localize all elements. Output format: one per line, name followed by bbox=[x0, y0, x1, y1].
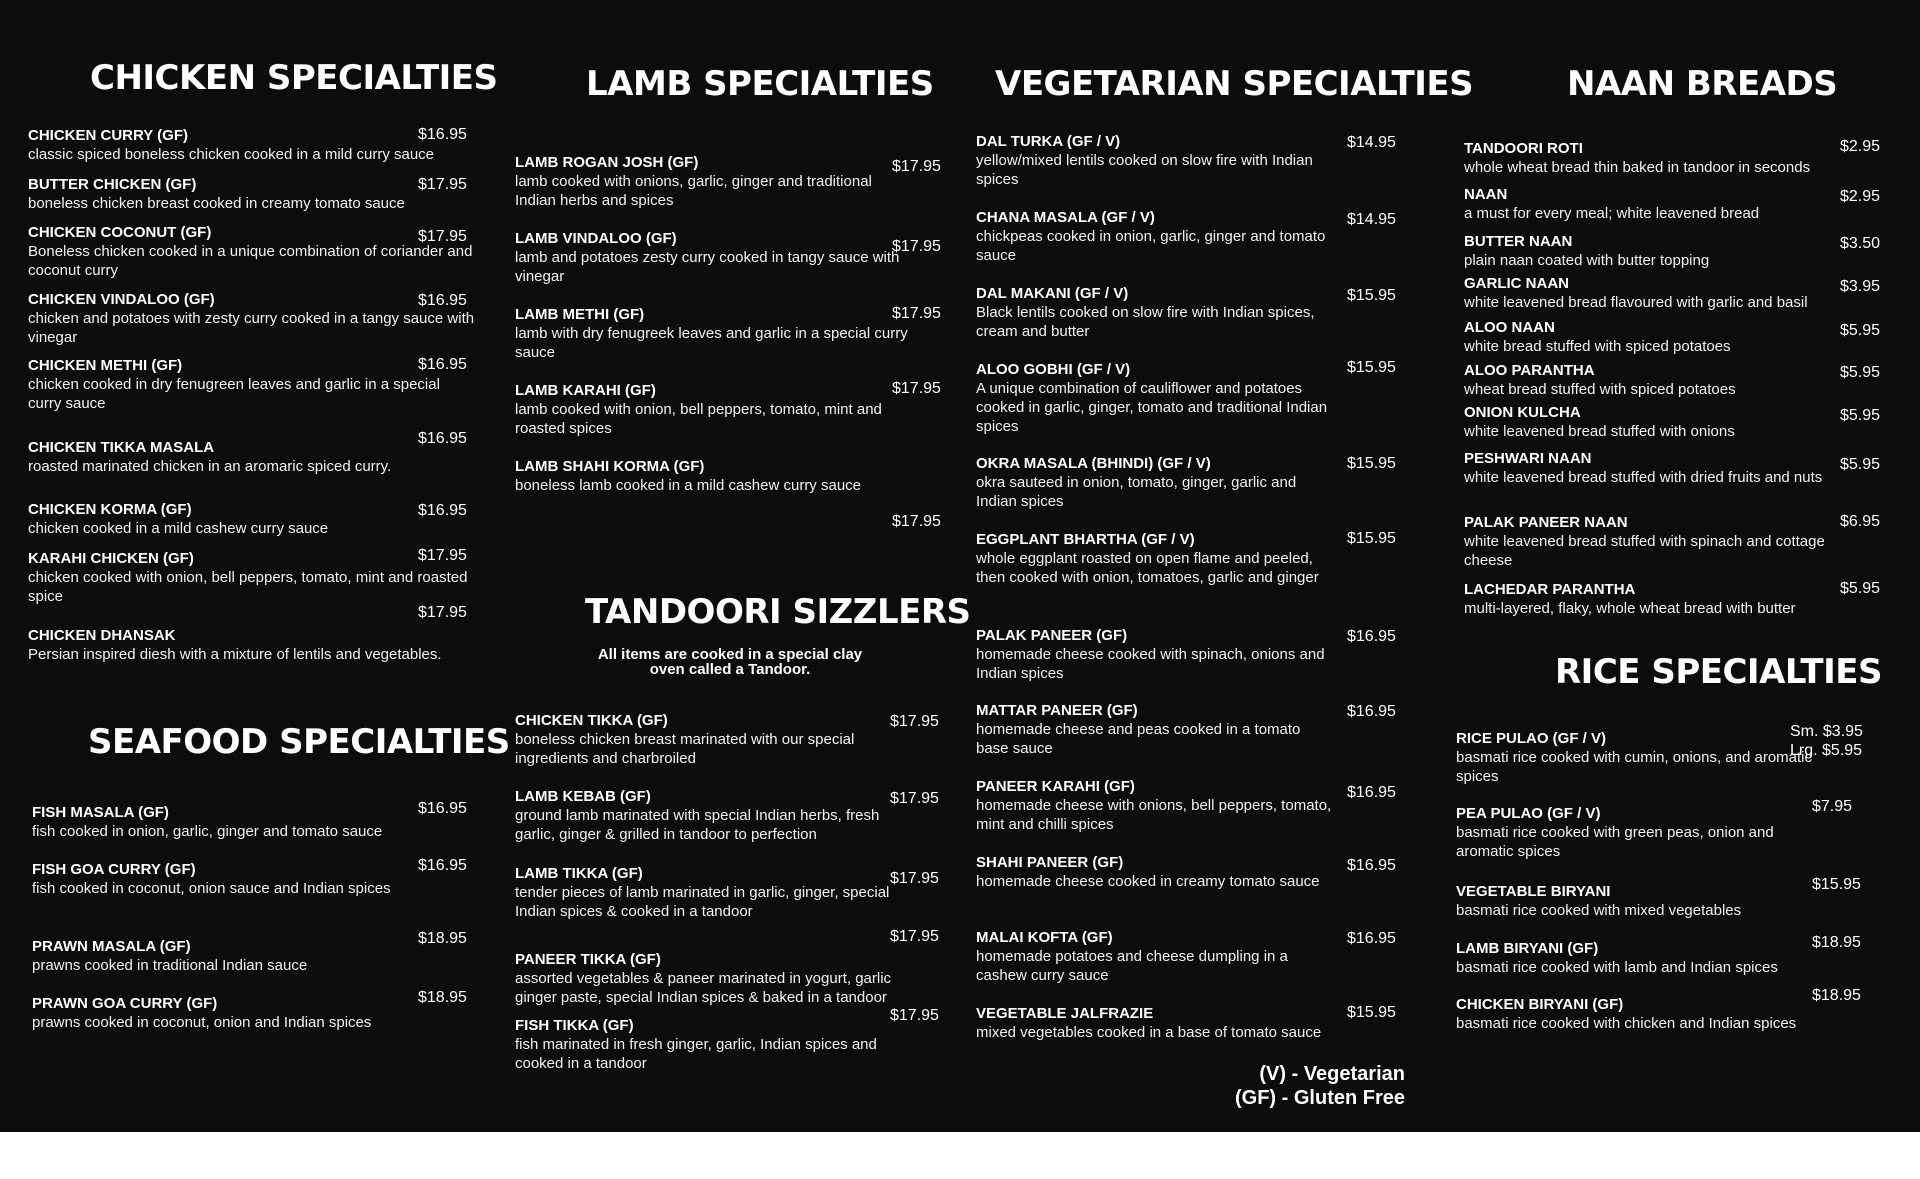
item-description: roasted marinated chicken in an aromaric spiced curry. bbox=[28, 458, 392, 475]
item-description: chicken and potatoes with zesty curry cooked in a tangy sauce with vinegar bbox=[28, 310, 475, 346]
menu-item-garlic-naan bbox=[1464, 274, 1849, 312]
item-price: $16.95 bbox=[418, 502, 467, 519]
item-name: CHANA MASALA (GF / V) bbox=[976, 209, 1155, 226]
item-price: $16.95 bbox=[1347, 628, 1396, 645]
legend-gluten-free: (GF) - Gluten Free bbox=[1235, 1087, 1405, 1109]
item-price: $16.95 bbox=[418, 857, 467, 874]
menu-item-naan bbox=[1464, 185, 1849, 223]
menu-item-aloo-parantha bbox=[1464, 361, 1849, 399]
item-name: PALAK PANEER NAAN bbox=[1464, 514, 1628, 531]
item-price: $3.95 bbox=[1840, 278, 1881, 295]
item-name: NAAN bbox=[1464, 186, 1508, 203]
item-name: CHICKEN TIKKA (GF) bbox=[515, 712, 668, 729]
item-name: PEA PULAO (GF / V) bbox=[1456, 805, 1601, 822]
menu-item-palak-paneer-gf bbox=[976, 626, 1336, 683]
item-price: $18.95 bbox=[418, 989, 467, 1006]
item-price: $17.95 bbox=[418, 228, 467, 245]
item-description: mixed vegetables cooked in a base of tomato sauce bbox=[976, 1024, 1322, 1041]
legend-vegetarian: (V) - Vegetarian bbox=[1259, 1063, 1405, 1085]
menu-item-lamb-kebab-gf bbox=[515, 787, 895, 844]
item-description: homemade cheese cooked with spinach, onions and Indian spices bbox=[976, 646, 1325, 682]
item-price: $2.95 bbox=[1840, 138, 1881, 155]
menu-item-shahi-paneer-gf bbox=[976, 853, 1336, 891]
item-price: $14.95 bbox=[1347, 134, 1396, 151]
menu-item-lamb-vindaloo-gf bbox=[515, 229, 913, 286]
menu-item-lamb-tikka-gf bbox=[515, 864, 895, 921]
menu-item-prawn-masala-gf bbox=[32, 937, 472, 975]
item-description: Persian inspired diesh with a mixture of lentils and vegetables. bbox=[28, 646, 442, 663]
item-description: plain naan coated with butter topping bbox=[1464, 252, 1710, 269]
item-description: white leavened bread stuffed with dried fruits and nuts bbox=[1464, 469, 1823, 486]
item-description: white leavened bread stuffed with onions bbox=[1464, 423, 1735, 440]
item-description: A unique combination of cauliflower and potatoes cooked in garlic, ginger, tomato and traditional Indian spices bbox=[976, 380, 1328, 435]
menu-item-chana-masala-gf-v bbox=[976, 208, 1336, 265]
item-price: $5.95 bbox=[1840, 580, 1881, 597]
item-price: $17.95 bbox=[892, 238, 941, 255]
item-name: FISH MASALA (GF) bbox=[32, 804, 169, 821]
item-name: CHICKEN BIRYANI (GF) bbox=[1456, 996, 1624, 1013]
item-name: PESHWARI NAAN bbox=[1464, 450, 1592, 467]
item-price: $2.95 bbox=[1840, 188, 1881, 205]
menu-item-eggplant-bhartha-gf-v bbox=[976, 530, 1336, 587]
item-name: TANDOORI ROTI bbox=[1464, 140, 1583, 157]
item-description: tender pieces of lamb marinated in garlic, ginger, special Indian spices & cooked in a tandoor bbox=[515, 884, 890, 920]
item-price: Sm. $3.95 bbox=[1790, 723, 1863, 740]
item-price: $17.95 bbox=[890, 790, 939, 807]
item-name: ALOO PARANTHA bbox=[1464, 362, 1595, 379]
item-description: homemade cheese with onions, bell peppers, tomato, mint and chilli spices bbox=[976, 797, 1332, 833]
item-name: PRAWN MASALA (GF) bbox=[32, 938, 191, 955]
item-name: CHICKEN COCONUT (GF) bbox=[28, 224, 212, 241]
item-description: ground lamb marinated with special Indian herbs, fresh garlic, ginger & grilled in tandoor to perfection bbox=[515, 807, 880, 843]
item-price: $5.95 bbox=[1840, 407, 1881, 424]
menu-item-lamb-biryani-gf bbox=[1456, 939, 1816, 977]
menu-item-lamb-karahi-gf bbox=[515, 381, 913, 438]
menu-item-lamb-methi-gf bbox=[515, 305, 913, 362]
menu-item-karahi-chicken-gf bbox=[28, 549, 476, 606]
menu-item-paneer-karahi-gf bbox=[976, 777, 1336, 834]
item-name: KARAHI CHICKEN (GF) bbox=[28, 550, 194, 567]
menu-item-fish-masala-gf bbox=[32, 803, 472, 841]
item-description: whole wheat bread thin baked in tandoor in seconds bbox=[1464, 159, 1811, 176]
menu-item-fish-goa-curry-gf bbox=[32, 860, 472, 898]
menu-item-pea-pulao-gf-v bbox=[1456, 804, 1816, 861]
item-price: $16.95 bbox=[1347, 857, 1396, 874]
item-description: classic spiced boneless chicken cooked in a mild curry sauce bbox=[28, 146, 435, 163]
item-price: $18.95 bbox=[1812, 987, 1861, 1004]
item-description: prawns cooked in traditional Indian sauce bbox=[32, 957, 308, 974]
item-name: CHICKEN CURRY (GF) bbox=[28, 127, 188, 144]
item-price: $15.95 bbox=[1347, 530, 1396, 547]
item-description: yellow/mixed lentils cooked on slow fire with Indian spices bbox=[976, 152, 1313, 188]
menu-item-chicken-vindaloo-gf bbox=[28, 290, 476, 347]
item-description: basmati rice cooked with green peas, onion and aromatic spices bbox=[1456, 824, 1774, 860]
menu-item-chicken-curry-gf bbox=[28, 126, 476, 164]
item-price: $17.95 bbox=[892, 380, 941, 397]
menu-item-aloo-gobhi-gf-v bbox=[976, 360, 1336, 436]
item-description: boneless chicken breast marinated with our special ingredients and charbroiled bbox=[515, 731, 855, 767]
item-name: LAMB METHI (GF) bbox=[515, 306, 645, 323]
menu-item-chicken-tikka-masala bbox=[28, 438, 476, 476]
item-name: BUTTER NAAN bbox=[1464, 233, 1573, 250]
item-description: basmati rice cooked with cumin, onions, and aromatic spices bbox=[1456, 749, 1813, 785]
seafood-section-title: SEAFOOD SPECIALTIES bbox=[88, 722, 510, 762]
item-name: RICE PULAO (GF / V) bbox=[1456, 730, 1606, 747]
menu-item-chicken-tikka-gf bbox=[515, 711, 895, 768]
menu-item-malai-kofta-gf bbox=[976, 928, 1336, 985]
item-price: $5.95 bbox=[1840, 456, 1881, 473]
item-description: wheat bread stuffed with spiced potatoes bbox=[1464, 381, 1736, 398]
item-price: $17.95 bbox=[890, 713, 939, 730]
item-price: $15.95 bbox=[1812, 876, 1861, 893]
item-price: $15.95 bbox=[1347, 287, 1396, 304]
item-name: LAMB BIRYANI (GF) bbox=[1456, 940, 1599, 957]
item-description: white leavened bread stuffed with spinach and cottage cheese bbox=[1464, 533, 1825, 569]
item-price: $15.95 bbox=[1347, 359, 1396, 376]
rice-section-title: RICE SPECIALTIES bbox=[1555, 652, 1882, 692]
menu-item-aloo-naan bbox=[1464, 318, 1849, 356]
item-description: lamb and potatoes zesty curry cooked in tangy sauce with vinegar bbox=[515, 249, 900, 285]
item-description: boneless lamb cooked in a mild cashew curry sauce bbox=[515, 477, 862, 494]
item-price: $16.95 bbox=[1347, 930, 1396, 947]
menu-item-butter-naan bbox=[1464, 232, 1849, 270]
item-description: a must for every meal; white leavened bread bbox=[1464, 205, 1760, 222]
menu-item-fish-tikka-gf bbox=[515, 1016, 895, 1073]
item-price: $18.95 bbox=[1812, 934, 1861, 951]
menu-item-chicken-korma-gf bbox=[28, 500, 476, 538]
item-name: LAMB SHAHI KORMA (GF) bbox=[515, 458, 705, 475]
item-description: fish cooked in coconut, onion sauce and Indian spices bbox=[32, 880, 391, 897]
menu-item-vegetable-jalfrazie bbox=[976, 1004, 1336, 1042]
item-name: CHICKEN TIKKA MASALA bbox=[28, 439, 215, 456]
item-price: $17.95 bbox=[892, 158, 941, 175]
item-description: lamb cooked with onion, bell peppers, tomato, mint and roasted spices bbox=[515, 401, 882, 437]
menu-item-tandoori-roti bbox=[1464, 139, 1849, 177]
item-name: DAL MAKANI (GF / V) bbox=[976, 285, 1129, 302]
item-description: Black lentils cooked on slow fire with Indian spices, cream and butter bbox=[976, 304, 1315, 340]
item-price: $15.95 bbox=[1347, 455, 1396, 472]
tandoori-section-title: TANDOORI SIZZLERS bbox=[585, 592, 971, 632]
item-name: GARLIC NAAN bbox=[1464, 275, 1569, 292]
item-name: LACHEDAR PARANTHA bbox=[1464, 581, 1636, 598]
tandoori-note: All items are cooked in a special clay oven called a Tandoor. bbox=[597, 646, 863, 678]
item-description: whole eggplant roasted on open flame and peeled, then cooked with onion, tomatoes, garlic and ginger bbox=[976, 550, 1319, 586]
item-price: $16.95 bbox=[418, 430, 467, 447]
item-price: $5.95 bbox=[1840, 364, 1881, 381]
chicken-section-title: CHICKEN SPECIALTIES bbox=[90, 58, 498, 98]
item-description: chicken cooked with onion, bell peppers, tomato, mint and roasted spice bbox=[28, 569, 468, 605]
naan-section-title: NAAN BREADS bbox=[1567, 64, 1838, 104]
item-description: chicken cooked in dry fenugreen leaves and garlic in a special curry sauce bbox=[28, 376, 440, 412]
item-name: LAMB VINDALOO (GF) bbox=[515, 230, 677, 247]
item-price: $17.95 bbox=[890, 870, 939, 887]
item-price: $7.95 bbox=[1812, 798, 1853, 815]
item-price: $17.95 bbox=[418, 547, 467, 564]
item-name: PRAWN GOA CURRY (GF) bbox=[32, 995, 218, 1012]
item-price: $16.95 bbox=[418, 356, 467, 373]
item-name: FISH GOA CURRY (GF) bbox=[32, 861, 196, 878]
item-price: $16.95 bbox=[418, 292, 467, 309]
item-name: LAMB ROGAN JOSH (GF) bbox=[515, 154, 699, 171]
item-name: CHICKEN VINDALOO (GF) bbox=[28, 291, 215, 308]
item-description: fish cooked in onion, garlic, ginger and tomato sauce bbox=[32, 823, 383, 840]
item-description: chicken cooked in a mild cashew curry sauce bbox=[28, 520, 329, 537]
item-price: $16.95 bbox=[1347, 703, 1396, 720]
item-price: $17.95 bbox=[418, 176, 467, 193]
item-description: prawns cooked in coconut, onion and Indian spices bbox=[32, 1014, 372, 1031]
item-name: LAMB KARAHI (GF) bbox=[515, 382, 656, 399]
item-name: VEGETABLE BIRYANI bbox=[1456, 883, 1611, 900]
menu-item-peshwari-naan bbox=[1464, 449, 1849, 487]
item-name: DAL TURKA (GF / V) bbox=[976, 133, 1121, 150]
item-price: $17.95 bbox=[890, 1007, 939, 1024]
item-description: homemade cheese cooked in creamy tomato sauce bbox=[976, 873, 1320, 890]
item-price: $16.95 bbox=[1347, 784, 1396, 801]
item-price: $17.95 bbox=[892, 305, 941, 322]
vegetarian-section-title: VEGETARIAN SPECIALTIES bbox=[995, 64, 1474, 104]
item-description: homemade cheese and peas cooked in a tomato base sauce bbox=[976, 721, 1301, 757]
item-price: $14.95 bbox=[1347, 211, 1396, 228]
item-description: multi-layered, flaky, whole wheat bread with butter bbox=[1464, 600, 1796, 617]
item-name: BUTTER CHICKEN (GF) bbox=[28, 176, 197, 193]
menu-item-dal-turka-gf-v bbox=[976, 132, 1336, 189]
item-name: ONION KULCHA bbox=[1464, 404, 1581, 421]
item-description: fish marinated in fresh ginger, garlic, Indian spices and cooked in a tandoor bbox=[515, 1036, 877, 1072]
item-name: SHAHI PANEER (GF) bbox=[976, 854, 1124, 871]
item-price: $17.95 bbox=[418, 604, 467, 621]
item-price: $17.95 bbox=[892, 513, 941, 530]
menu-item-vegetable-biryani bbox=[1456, 882, 1816, 920]
item-name: EGGPLANT BHARTHA (GF / V) bbox=[976, 531, 1195, 548]
item-name: ALOO GOBHI (GF / V) bbox=[976, 361, 1131, 378]
item-description: lamb with dry fenugreek leaves and garlic in a special curry sauce bbox=[515, 325, 908, 361]
item-price: $16.95 bbox=[418, 800, 467, 817]
item-price: $16.95 bbox=[418, 126, 467, 143]
item-description: okra sauteed in onion, tomato, ginger, garlic and Indian spices bbox=[976, 474, 1297, 510]
item-name: ALOO NAAN bbox=[1464, 319, 1555, 336]
item-name: MALAI KOFTA (GF) bbox=[976, 929, 1113, 946]
menu-item-okra-masala-bhindi-gf-v bbox=[976, 454, 1336, 511]
menu-item-rice-pulao-gf-v bbox=[1456, 729, 1816, 786]
menu-item-lachedar-parantha bbox=[1464, 580, 1849, 618]
item-price-large: Lrg. $5.95 bbox=[1790, 742, 1863, 759]
menu-item-mattar-paneer-gf bbox=[976, 701, 1336, 758]
menu-item-dal-makani-gf-v bbox=[976, 284, 1336, 341]
item-name: CHICKEN DHANSAK bbox=[28, 627, 176, 644]
menu-item-lamb-shahi-korma-gf bbox=[515, 457, 913, 495]
menu-item-prawn-goa-curry-gf bbox=[32, 994, 472, 1032]
menu-item-chicken-dhansak bbox=[28, 626, 476, 664]
item-name: PANEER TIKKA (GF) bbox=[515, 951, 661, 968]
item-name: FISH TIKKA (GF) bbox=[515, 1017, 634, 1034]
item-name: CHICKEN METHI (GF) bbox=[28, 357, 183, 374]
item-description: Boneless chicken cooked in a unique combination of coriander and coconut curry bbox=[28, 243, 473, 279]
item-name: VEGETABLE JALFRAZIE bbox=[976, 1005, 1154, 1022]
item-description: assorted vegetables & paneer marinated in yogurt, garlic ginger paste, special Indian spices & baked in a tandoor bbox=[515, 970, 892, 1006]
menu-item-lamb-rogan-josh-gf bbox=[515, 153, 913, 210]
item-name: MATTAR PANEER (GF) bbox=[976, 702, 1138, 719]
item-price: $5.95 bbox=[1840, 322, 1881, 339]
item-description: white bread stuffed with spiced potatoes bbox=[1464, 338, 1731, 355]
item-name: CHICKEN KORMA (GF) bbox=[28, 501, 192, 518]
item-name: PALAK PANEER (GF) bbox=[976, 627, 1128, 644]
item-name: OKRA MASALA (BHINDI) (GF / V) bbox=[976, 455, 1211, 472]
item-description: boneless chicken breast cooked in creamy tomato sauce bbox=[28, 195, 405, 212]
menu-item-onion-kulcha bbox=[1464, 403, 1849, 441]
menu-item-palak-paneer-naan bbox=[1464, 513, 1849, 570]
item-price: $18.95 bbox=[418, 930, 467, 947]
menu-item-chicken-biryani-gf bbox=[1456, 995, 1816, 1033]
item-description: white leavened bread flavoured with garlic and basil bbox=[1464, 294, 1808, 311]
lamb-section-title: LAMB SPECIALTIES bbox=[586, 64, 934, 104]
item-name: PANEER KARAHI (GF) bbox=[976, 778, 1135, 795]
item-description: basmati rice cooked with chicken and Indian spices bbox=[1456, 1015, 1797, 1032]
item-price: $15.95 bbox=[1347, 1004, 1396, 1021]
menu-item-chicken-methi-gf bbox=[28, 356, 476, 413]
item-description: lamb cooked with onions, garlic, ginger and traditional Indian herbs and spices bbox=[515, 173, 872, 209]
item-price: $17.95 bbox=[890, 928, 939, 945]
item-name: LAMB TIKKA (GF) bbox=[515, 865, 643, 882]
menu-item-butter-chicken-gf bbox=[28, 175, 476, 213]
item-name: LAMB KEBAB (GF) bbox=[515, 788, 651, 805]
item-description: homemade potatoes and cheese dumpling in a cashew curry sauce bbox=[976, 948, 1288, 984]
item-description: chickpeas cooked in onion, garlic, ginger and tomato sauce bbox=[976, 228, 1326, 264]
menu-item-paneer-tikka-gf bbox=[515, 950, 895, 1007]
item-price: $6.95 bbox=[1840, 513, 1881, 530]
item-description: basmati rice cooked with mixed vegetables bbox=[1456, 902, 1742, 919]
item-description: basmati rice cooked with lamb and Indian spices bbox=[1456, 959, 1778, 976]
item-price: $3.50 bbox=[1840, 235, 1881, 252]
menu-item-chicken-coconut-gf bbox=[28, 223, 476, 280]
